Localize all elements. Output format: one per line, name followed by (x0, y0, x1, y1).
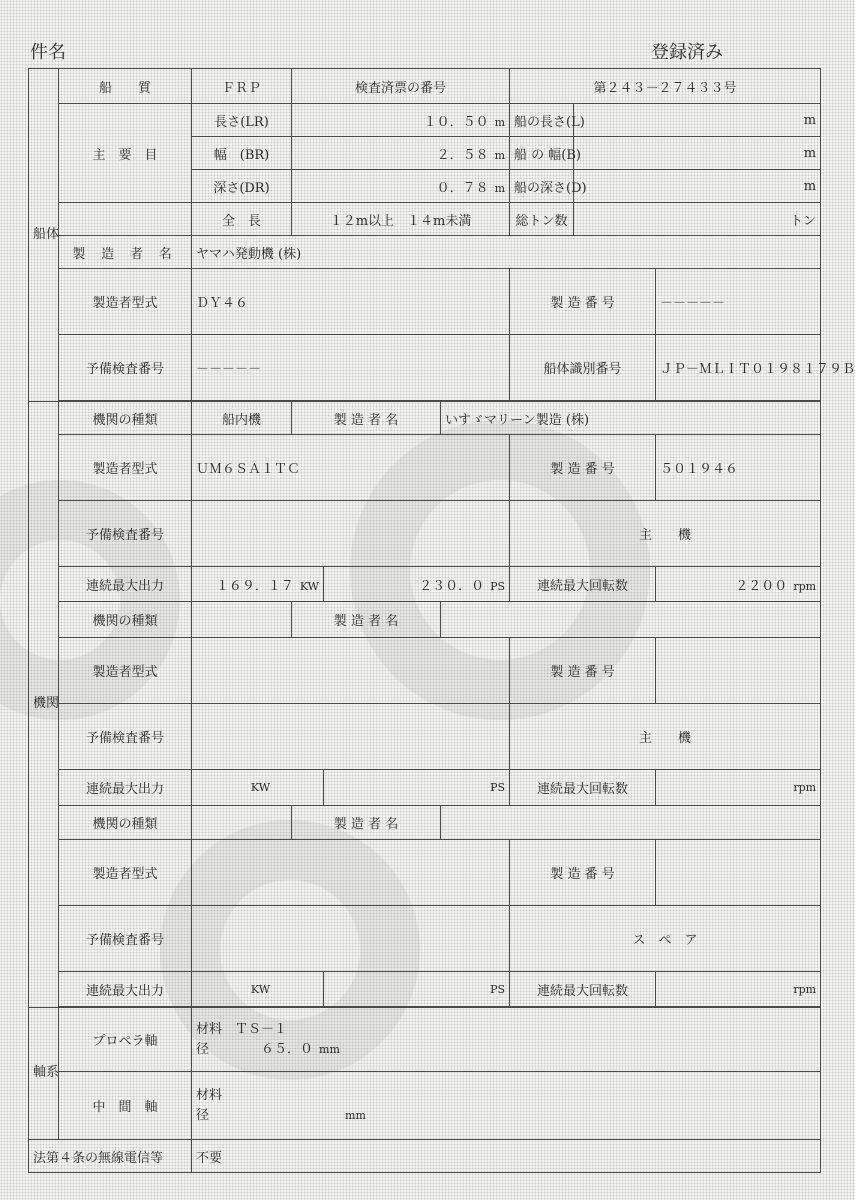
engine3-model-value (192, 840, 510, 906)
engine1-role: 主 機 (510, 501, 821, 567)
engine3-type-value (192, 806, 292, 840)
hull-model-label: 製造者型式 (59, 269, 192, 335)
ship-breadth-label: 船 の 幅(B) (510, 137, 574, 170)
engine1-maker-label: 製 造 者 名 (292, 402, 441, 435)
engine3-power-ps: PS (324, 972, 510, 1007)
engine2-rpm-value: rpm (656, 770, 821, 806)
material-value: ＦＲＰ (192, 69, 292, 104)
section-engine: 機関 (29, 402, 59, 1008)
dimensions-label: 主 要 目 (59, 104, 192, 203)
ship-length-label: 船の長さ(L) (510, 104, 574, 137)
engine2-reserve-label: 予備検査番号 (59, 704, 192, 770)
dimensions-spacer (59, 203, 192, 236)
gross-tonnage-unit: トン (574, 203, 821, 236)
engine1-reserve-value (192, 501, 510, 567)
engine3-model-label: 製造者型式 (59, 840, 192, 906)
length-lr-value: １０．５０ m (292, 104, 510, 137)
engine1-power-label: 連続最大出力 (59, 567, 192, 602)
engine2-power-kw: KW (192, 770, 324, 806)
engine3-power-label: 連続最大出力 (59, 972, 192, 1007)
engine1-type-label: 機関の種類 (59, 402, 192, 435)
length-lr-label: 長さ(LR) (192, 104, 292, 137)
engine2-serial-value (656, 638, 821, 704)
radio-value: 不要 (192, 1140, 821, 1173)
hin-value: ＪＰ－ＭＬＩＴ０１９８１７９Ｂ (656, 335, 821, 401)
engine2-role: 主 機 (510, 704, 821, 770)
engine1-reserve-label: 予備検査番号 (59, 501, 192, 567)
engine2-serial-label: 製 造 番 号 (510, 638, 656, 704)
hull-reserve-value: －－－－－ (192, 335, 510, 401)
ship-depth-label: 船の深さ(D) (510, 170, 574, 203)
engine3-power-kw: KW (192, 972, 324, 1007)
depth-dr-value: ０．７８ m (292, 170, 510, 203)
ship-breadth-unit: m (574, 137, 821, 170)
engine2-model-label: 製造者型式 (59, 638, 192, 704)
engine1-rpm-value: ２２００ rpm (656, 567, 821, 602)
hull-maker-label: 製 造 者 名 (59, 236, 192, 269)
engine3-serial-value (656, 840, 821, 906)
engine3-reserve-label: 予備検査番号 (59, 906, 192, 972)
engine2-maker-value (441, 602, 821, 638)
section-shaft: 軸系 (29, 1008, 59, 1140)
hull-reserve-label: 予備検査番号 (59, 335, 192, 401)
engine2-model-value (192, 638, 510, 704)
intermediate-shaft-value: 材料 径 mm (192, 1072, 821, 1140)
inspection-no-value: 第２４３－２７４３３号 (510, 69, 821, 104)
hull-maker-value: ヤマハ発動機 (株) (192, 236, 821, 269)
registration-form (28, 68, 855, 1173)
engine2-reserve-value (192, 704, 510, 770)
engine1-model-label: 製造者型式 (59, 435, 192, 501)
status-stamp: 登録済み (651, 42, 723, 63)
engine3-role: ス ペ ア (510, 906, 821, 972)
engine3-serial-label: 製 造 番 号 (510, 840, 656, 906)
ship-depth-unit: m (574, 170, 821, 203)
propeller-shaft-value: 材料 ＴＳ－１ 径 ６５．０ mm (192, 1008, 821, 1072)
overall-length-label: 全 長 (192, 203, 292, 236)
engine3-rpm-value: rpm (656, 972, 821, 1007)
engine1-serial-label: 製 造 番 号 (510, 435, 656, 501)
ship-length-unit: m (574, 104, 821, 137)
engine2-maker-label: 製 造 者 名 (292, 602, 441, 638)
engine2-power-ps: PS (324, 770, 510, 806)
engine2-type-label: 機関の種類 (59, 602, 192, 638)
breadth-br-value: ２．５８ m (292, 137, 510, 170)
engine3-maker-value (441, 806, 821, 840)
engine1-model-value: ＵＭ６ＳＡ１ＴＣ (192, 435, 510, 501)
engine1-power-ps: ２３０．０ PS (324, 567, 510, 602)
engine1-serial-value: ５０１９４６ (656, 435, 821, 501)
breadth-br-label: 幅 (BR) (192, 137, 292, 170)
hull-serial-label: 製 造 番 号 (510, 269, 656, 335)
engine3-type-label: 機関の種類 (59, 806, 192, 840)
gross-tonnage-label: 総トン数 (510, 203, 574, 236)
engine1-maker-value: いすゞマリーン製造 (株) (441, 402, 821, 435)
inspection-no-label: 検査済票の番号 (292, 69, 510, 104)
engine2-power-label: 連続最大出力 (59, 770, 192, 806)
depth-dr-label: 深さ(DR) (192, 170, 292, 203)
radio-label: 法第４条の無線電信等 (29, 1140, 192, 1173)
engine3-maker-label: 製 造 者 名 (292, 806, 441, 840)
engine3-reserve-value (192, 906, 510, 972)
engine1-type-value: 船内機 (192, 402, 292, 435)
hull-serial-value: －－－－－ (656, 269, 821, 335)
section-hull: 船体 (29, 69, 59, 402)
engine2-type-value (192, 602, 292, 638)
engine2-rpm-label: 連続最大回転数 (510, 770, 656, 806)
engine1-power-kw: １６９．１７ KW (192, 567, 324, 602)
hull-model-value: ＤＹ４６ (192, 269, 510, 335)
intermediate-shaft-label: 中 間 軸 (59, 1072, 192, 1140)
material-label: 船 質 (59, 69, 192, 104)
hin-label: 船体識別番号 (510, 335, 656, 401)
engine1-rpm-label: 連続最大回転数 (510, 567, 656, 602)
document-title: 件名 (30, 42, 66, 63)
overall-length-value: １２m以上 １４m未満 (292, 203, 510, 236)
propeller-shaft-label: プロペラ軸 (59, 1008, 192, 1072)
engine3-rpm-label: 連続最大回転数 (510, 972, 656, 1007)
